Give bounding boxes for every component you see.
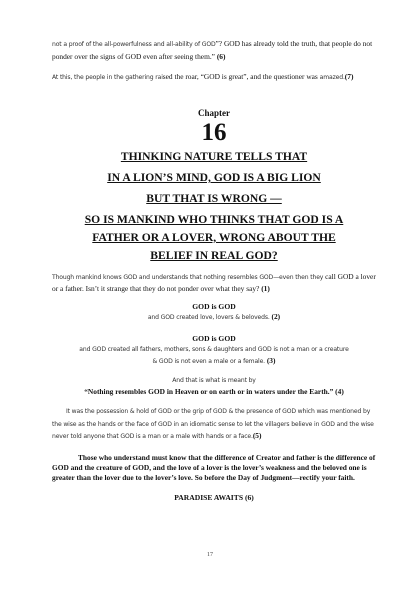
quote-line xyxy=(52,386,376,398)
footnote-ref: (1) xyxy=(261,284,270,294)
paradise-text: PARADISE AWAITS xyxy=(174,492,245,502)
intro-p2-end: amazed. xyxy=(319,74,345,82)
intro-p2-start: At this, the people in the gathering rai xyxy=(52,74,163,82)
chapter-title-line-4: SO IS MANKIND WHO THINKS THAT GOD IS A xyxy=(84,212,344,226)
footnote-ref: (2) xyxy=(271,311,281,321)
warrant-text: And that is what is meant by xyxy=(172,376,256,384)
block-2-text-2: & GOD is not even a male or a female. xyxy=(152,358,265,366)
chapter-label: Chapter xyxy=(198,107,230,118)
chapter-title xyxy=(52,150,376,262)
block-2-lines xyxy=(52,343,376,368)
body-paragraph-2 xyxy=(52,405,376,443)
body-p2-text: It was the possession & hold of GOD or the grip of GOD & the presence of GOD which was mentioned by the wise as the hands or the face of GOD in an idiomatic sense to let the villagers believe in GOD and the wise never told anyone that GOD is a man or a male with hands or a face. xyxy=(52,407,374,441)
footnote-ref: (6) xyxy=(216,51,226,61)
page-number: 17 xyxy=(207,552,213,558)
chapter-title-line-2: IN A LION’S MIND, GOD IS A BIG LION xyxy=(107,170,321,184)
block-2-text-1: and GOD created all fathers, mothers, sons & daughters and GOD is not a man or a creature xyxy=(79,345,349,353)
intro-paragraph-1 xyxy=(52,38,376,62)
footnote-ref: (7) xyxy=(344,72,354,82)
footnote-ref: (5) xyxy=(252,431,262,441)
intro-p2-mid: sed the roar, “GOD is great”, and the questioner was xyxy=(162,72,318,82)
block-1-line xyxy=(52,311,376,324)
paradise-line xyxy=(52,493,376,502)
footnote-ref: (6) xyxy=(244,492,254,502)
intro-p1-rest: ”? GOD has already told the truth, that people do not ponder over the signs of GOD even after seeing them.” xyxy=(52,39,373,61)
chapter-title-line-5: FATHER OR A LOVER, WRONG ABOUT THE xyxy=(92,230,336,244)
intro-p1-start: not a proof of the all-powerfulness and all-ability of GOD xyxy=(52,41,216,48)
closing-paragraph: Those who understand must know that the difference of Creator and father is the difference of GOD and the creature of GOD, and the love of a lover is the lover’s weakness and the beloved one is greater than the lover due to the lover’s love. So before the Day of Judgment—rectify your faith. xyxy=(52,452,376,482)
block-1-title: GOD is GOD xyxy=(192,301,236,311)
chapter-title-line-1: THINKING NATURE TELLS THAT xyxy=(120,149,308,163)
footnote-ref: (3) xyxy=(266,356,276,366)
footnote-ref: (4) xyxy=(335,387,344,397)
block-1-text: and GOD created love, lovers & beloveds. xyxy=(147,313,270,321)
block-2-title: GOD is GOD xyxy=(192,333,236,343)
quote-text: “Nothing resembles GOD in Heaven or on earth or in waters under the Earth.” xyxy=(84,387,336,397)
chapter-number: 16 xyxy=(201,118,227,146)
chapter-title-line-3: BUT THAT IS WRONG — xyxy=(146,191,282,205)
warrant-line xyxy=(52,374,376,387)
body-paragraph-1 xyxy=(52,271,376,295)
body-p1-rest: call GOD a lover or a father. Isn’t it strange that they do not ponder over what they say? xyxy=(52,271,376,294)
intro-paragraph-2 xyxy=(52,71,376,84)
body-p1-start: Though mankind knows GOD and understands that nothing resembles GOD—even then they xyxy=(52,273,324,281)
chapter-title-line-6: BELIEF IN REAL GOD? xyxy=(150,248,278,262)
